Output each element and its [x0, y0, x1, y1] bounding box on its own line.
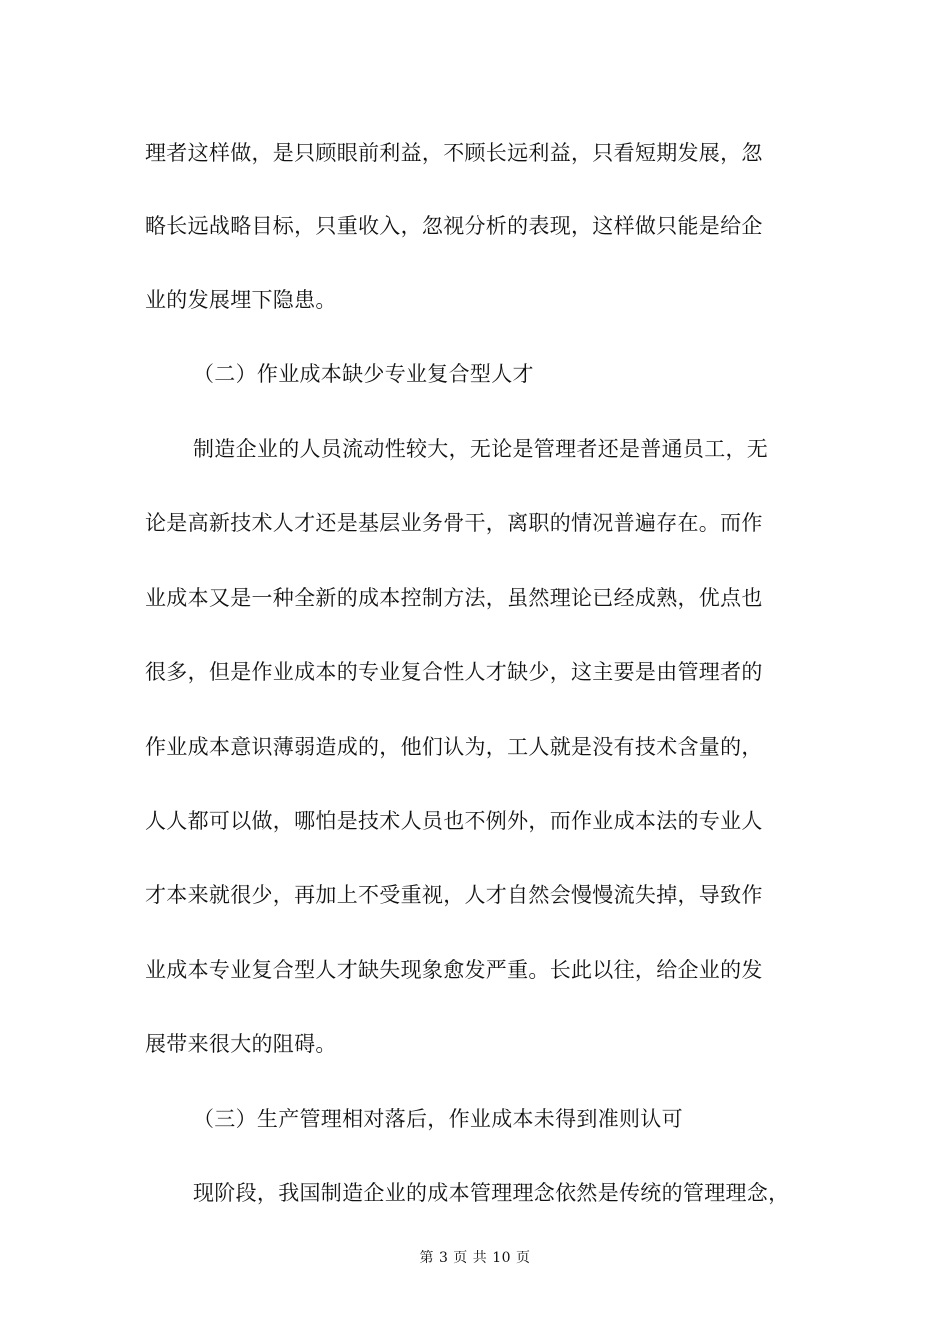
paragraph-line: 略长远战略目标，只重收入，忽视分析的表现，这样做只能是给企: [145, 214, 763, 238]
paragraph-line: 人人都可以做，哪怕是技术人员也不例外，而作业成本法的专业人: [145, 809, 763, 833]
paragraph-line: 制造企业的人员流动性较大，无论是管理者还是普通员工，无: [193, 437, 769, 461]
section-heading: （三）生产管理相对落后，作业成本未得到准则认可: [193, 1107, 683, 1131]
paragraph-line: 业成本又是一种全新的成本控制方法，虽然理论已经成熟，优点也: [145, 586, 763, 610]
paragraph-line: 论是高新技术人才还是基层业务骨干，离职的情况普遍存在。而作: [145, 511, 763, 535]
page-number-footer: 第 3 页 共 10 页: [419, 1250, 531, 1266]
paragraph-line: 很多，但是作业成本的专业复合性人才缺少，这主要是由管理者的: [145, 660, 763, 684]
paragraph-line: 业成本专业复合型人才缺失现象愈发严重。长此以往，给企业的发: [145, 958, 763, 982]
paragraph-line: 作业成本意识薄弱造成的，他们认为，工人就是没有技术含量的，: [145, 735, 763, 759]
paragraph-line: 现阶段，我国制造企业的成本管理理念依然是传统的管理理念，: [193, 1181, 790, 1205]
paragraph-line: 业的发展埋下隐患。: [145, 288, 337, 312]
section-heading: （二）作业成本缺少专业复合型人才: [193, 362, 534, 386]
paragraph-line: 理者这样做，是只顾眼前利益，不顾长远利益，只看短期发展，忽: [145, 141, 763, 165]
paragraph-line: 展带来很大的阻碍。: [145, 1032, 337, 1056]
paragraph-line: 才本来就很少，再加上不受重视，人才自然会慢慢流失掉，导致作: [145, 883, 763, 907]
